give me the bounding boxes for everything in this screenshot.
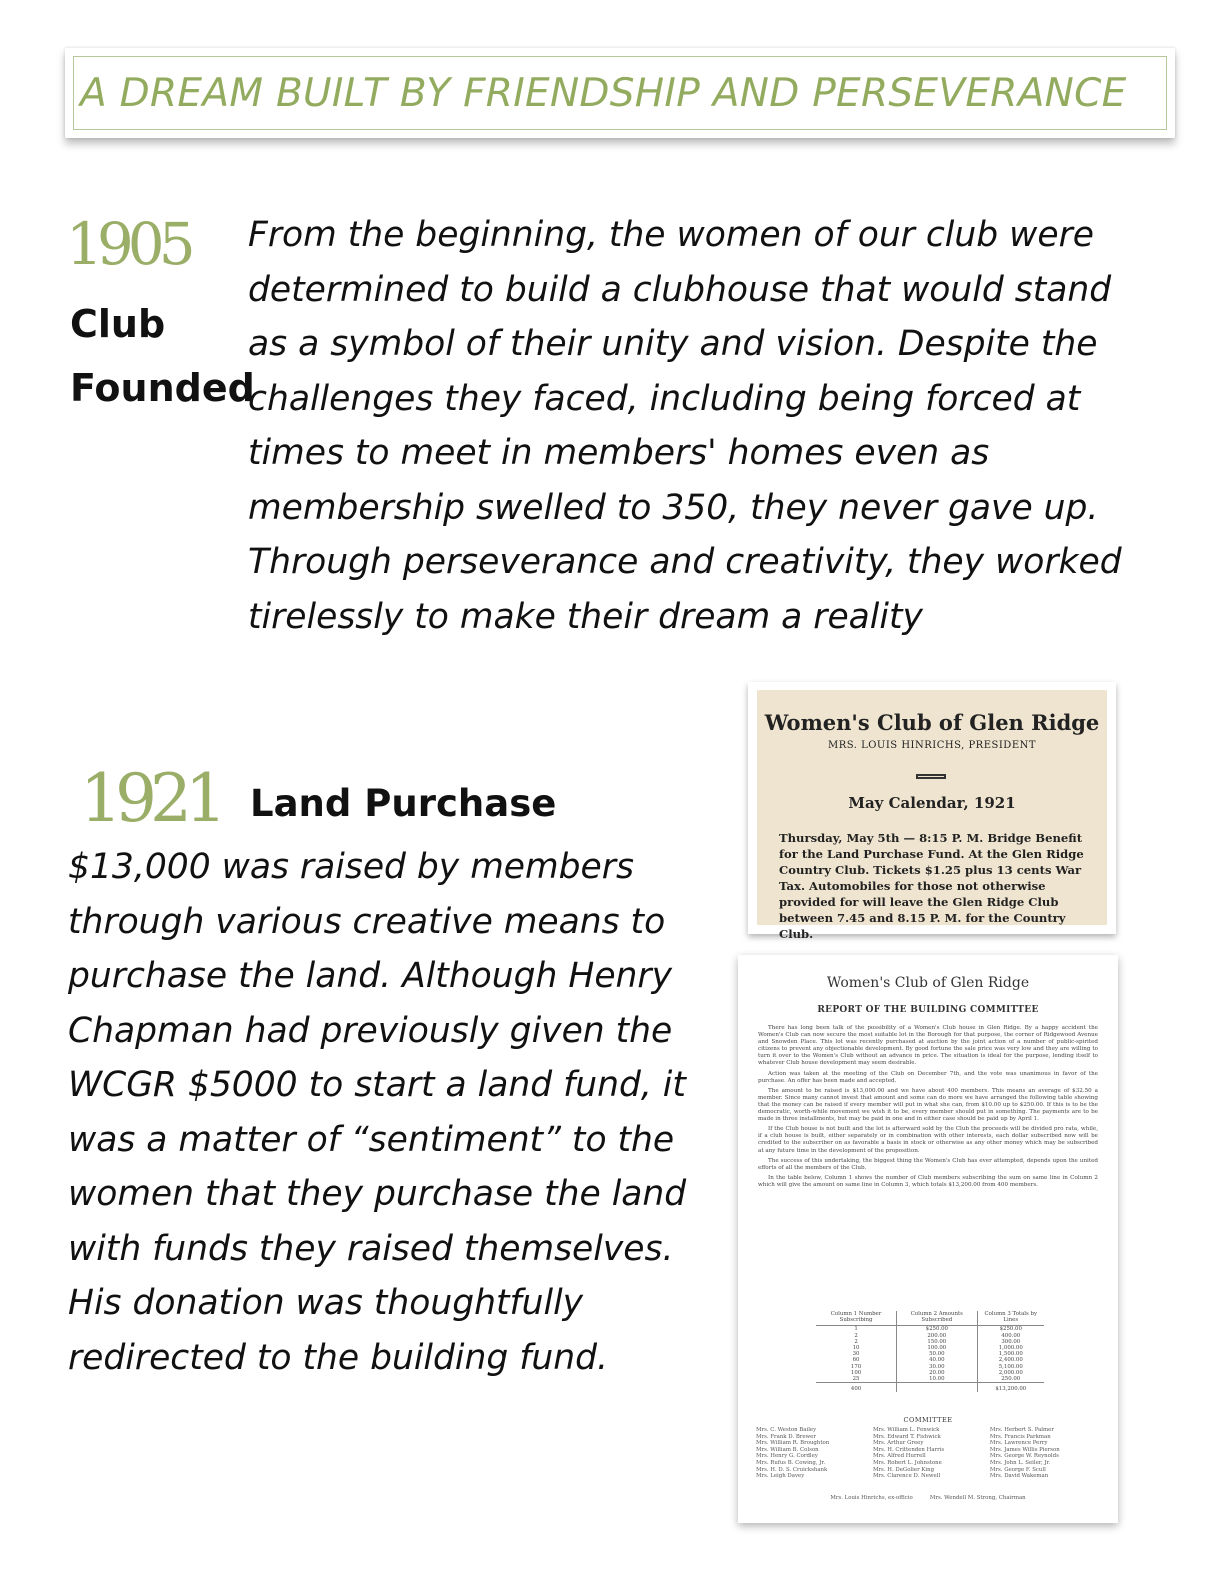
table-header: Column 1 Number Subscribing <box>816 1311 897 1326</box>
calendar-card-month: May Calendar, 1921 <box>848 794 1016 812</box>
table-cell: 1,500.00 <box>977 1351 1044 1357</box>
committee-footer: Mrs. Louis Hinrichs, ex-officio Mrs. Wendell M. Strong, Chairman <box>830 1495 1026 1501</box>
page-title: A DREAM BUILT BY FRIENDSHIP AND PERSEVERANCE <box>80 70 1127 116</box>
year-1921: 1921 <box>80 760 220 837</box>
table-cell: 1,000.00 <box>977 1345 1044 1351</box>
table-cell: 2 <box>854 1332 858 1339</box>
report-club-name: Women's Club of Glen Ridge <box>826 975 1030 991</box>
table-cell: 40.00 <box>897 1357 977 1363</box>
year-1905: 1905 <box>66 210 190 278</box>
committee-column: Mrs. William L. Fenwick Mrs. Edward T. Fishwick Mrs. Arthur Greey Mrs. H. Crittenden Harris Mrs. Alfred Hurrell Mrs. Robert L. Johnstone Mrs. H. DeGolier King Mrs. Clarence D. Newell <box>872 1427 945 1480</box>
table-cell: 20.00 <box>897 1370 977 1376</box>
table-cell: 100.00 <box>897 1345 977 1351</box>
report-paragraph: The success of this undertaking, the biggest thing the Women's Club has ever attempted, depends upon the united efforts of all the members of the Club. <box>758 1157 1098 1171</box>
paragraph-1905: From the beginning, the women of our club were determined to build a clubhouse that would stand as a symbol of their unity and vision. Despite the challenges they faced, including being forced at times to meet in members' homes even as membership swelled to 350, they never gave up. Through perseverance and creativity, they worked tirelessly to make their dream a reality <box>248 215 1122 637</box>
table-cell: 100 <box>850 1369 862 1376</box>
report-body <box>758 1025 1098 1192</box>
calendar-card-ornament <box>916 774 946 779</box>
table-cell: 2,400.00 <box>977 1357 1044 1363</box>
report-paragraph: There has long been talk of the possibility of a Women's Club house in Glen Ridge. By a happy accident the Women's Club can now secure the most suitable lot in the Borough for that purpose, the corner of Ridgewood Avenue and Snowden Place. This lot was recently purchased at auction by the joint action of a number of public-spirited citizens to prevent any objectionable development. By good fortune the sale price was very low and they are willing to turn it over to the Women's Club without an advance in price. The situation is ideal for the purpose, lending itself to whatever Club house development may seem desirable. <box>758 1025 1098 1067</box>
committee-column: Mrs. C. Weston Bailey Mrs. Frank D. Brewer Mrs. William R. Broughton Mrs. William B. Colson Mrs. Henry G. Cordley Mrs. Rufus B. Cowing, Jr. Mrs. H. D. S. Cruickshank Mrs. Leigh Davey <box>756 1427 830 1480</box>
table-cell: 10 <box>852 1345 860 1352</box>
table-cell: 250.00 <box>977 1376 1044 1383</box>
table-total-amount: $13,200.00 <box>977 1383 1044 1393</box>
milestone-label-1905-line1: Club <box>70 302 166 346</box>
title-banner <box>65 48 1175 138</box>
table-row <box>816 1376 1044 1383</box>
table-cell: 2,000.00 <box>977 1370 1044 1376</box>
table-cell: 30 <box>852 1351 860 1358</box>
title-banner-frame <box>73 56 1167 130</box>
calendar-card-club-name: Women's Club of Glen Ridge <box>764 710 1100 735</box>
milestone-label-1905-line2: Founded <box>70 366 255 410</box>
milestone-label-1921: Land Purchase <box>250 782 557 825</box>
table-cell: 25 <box>852 1376 860 1383</box>
report-paragraph: If the Club house is not built and the lot is afterward sold by the Club the proceeds will be divided pro rata, while, if a club house is built, either separately or in combination with other interests, each dollar subscribed now will be credited to the subscriber on as favorable a basis in stock or otherwise as any other money which may be subscribed at any future time in the development of the proposition. <box>758 1126 1098 1154</box>
report-paragraph: In the table below, Column 1 shows the number of Club members subscribing the sum on same line in Column 2 which will give the amount on same line in Column 3, which totals $13,200.00 from 400 members. <box>758 1174 1098 1188</box>
table-row <box>816 1364 1044 1370</box>
report-heading: REPORT OF THE BUILDING COMMITTEE <box>817 1005 1039 1015</box>
table-cell: 5,100.00 <box>977 1364 1044 1370</box>
table-total-row <box>816 1383 1044 1393</box>
table-cell: 300.00 <box>977 1339 1044 1345</box>
committee-column: Mrs. Herbert S. Palmer Mrs. Francis Parkman Mrs. Lawrence Perry Mrs. James Willis Pierson Mrs. George W. Reynolds Mrs. John L. Seiler, Jr. Mrs. George F. Scull Mrs. David Wakeman <box>989 1427 1060 1480</box>
subscription-table <box>816 1311 1044 1392</box>
table-header: Column 3 Totals by Lines <box>977 1311 1044 1326</box>
calendar-card-paper <box>757 690 1107 941</box>
calendar-card-event: Thursday, May 5th — 8:15 P. M. Bridge Benefit for the Land Purchase Fund. At the Glen Ridge Country Club. Tickets $1.25 plus 13 cents War Tax. Automobiles for those not otherwise provided for will leave the Glen Ridge Club between 7.45 and 8.15 P. M. for the Country Club. <box>779 831 1084 941</box>
committee-names <box>756 1427 1100 1480</box>
calendar-card-president: MRS. LOUIS HINRICHS, PRESIDENT <box>827 740 1037 751</box>
calendar-card-image <box>748 682 1116 941</box>
table-cell: 10.00 <box>897 1376 977 1383</box>
table-cell: 400.00 <box>977 1333 1044 1339</box>
table-cell: $250.00 <box>977 1326 1044 1333</box>
table-total-count: 400 <box>816 1383 897 1393</box>
table-total-blank <box>897 1383 977 1393</box>
paragraph-1921: $13,000 was raised by members through various creative means to purchase the land. Although Henry Chapman had previously given the WCGR $5000 to start a land fund, it was a matter of “sentiment” to the women that they purchase the land with funds they raised themselves. His donation was thoughtfully redirected to the building fund. <box>68 847 687 1378</box>
report-paragraph: The amount to be raised is $13,000.00 and we have about 400 members. This means an average of $32.50 a member. Since many cannot invest that amount and some can do more we have arranged the following table showing that the money can be raised if every member will put in what she can, from $10.00 up to $250.00. If this is to be the democratic, worth-while movement we wish it to be, every member should put in something. The payments are to be made in three installments, but may be paid in one and in either case should be paid up by April 1. <box>758 1087 1098 1123</box>
table-cell: 60 <box>852 1357 860 1364</box>
milestone-label-1905 <box>70 292 255 420</box>
table-header: Column 2 Amounts Subscribed <box>897 1311 977 1326</box>
report-paragraph: Action was taken at the meeting of the Club on December 7th, and the vote was unanimous in favor of the purchase. An offer has been made and accepted. <box>758 1070 1098 1084</box>
committee-heading: COMMITTEE <box>903 1416 953 1424</box>
table-row <box>816 1326 1044 1333</box>
table-cell: 1 <box>854 1326 858 1333</box>
table-cell: 50.00 <box>897 1351 977 1357</box>
building-committee-report-image <box>738 955 1118 1523</box>
table-cell: 200.00 <box>897 1333 977 1339</box>
table-cell: $250.00 <box>897 1326 977 1333</box>
table-cell: 170 <box>850 1363 862 1370</box>
table-cell: 30.00 <box>897 1364 977 1370</box>
table-cell: 150.00 <box>897 1339 977 1345</box>
table-cell: 2 <box>854 1338 858 1345</box>
